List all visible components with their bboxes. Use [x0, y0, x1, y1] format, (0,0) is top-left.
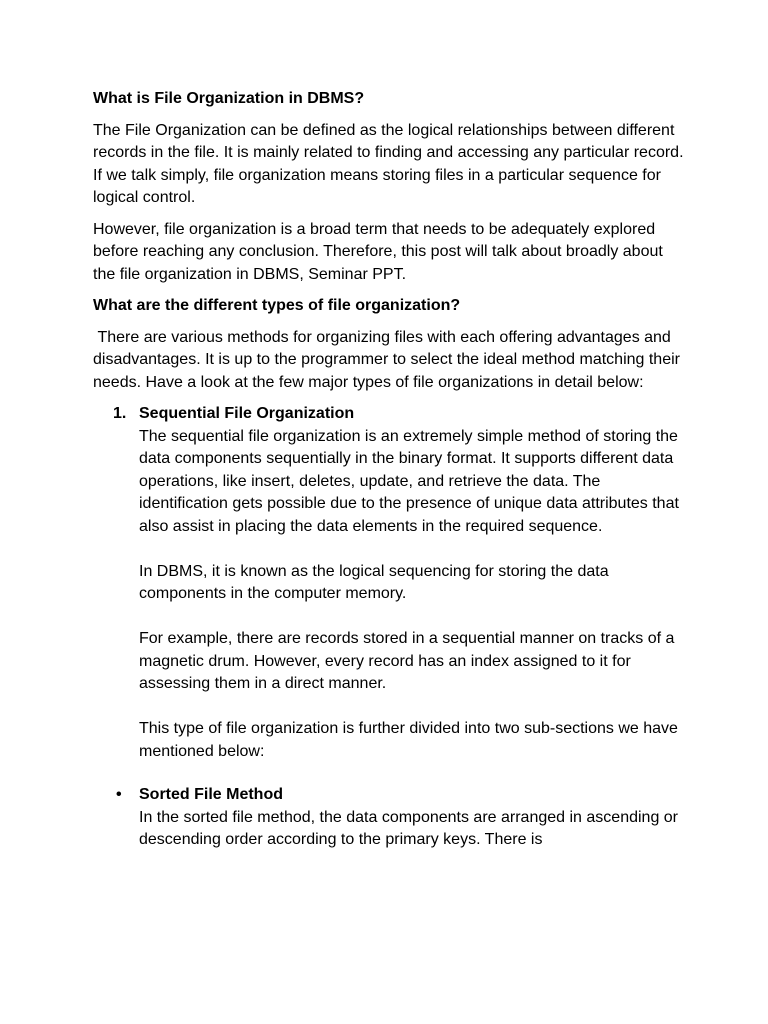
- bullet-icon: •: [116, 786, 122, 803]
- list-item-title: Sequential File Organization: [139, 405, 355, 422]
- list-item-title: Sorted File Method: [139, 786, 283, 803]
- paragraph-definition: The File Organization can be defined as the logical relationships between different records in the file. It is mainly related to finding and accessing any particular record. If we talk simply, file organization means storing files in a particular sequence for logical control.: [93, 121, 684, 206]
- sequential-paragraph-1: The sequential file organization is an extremely simple method of storing the data components sequentially in the binary format. It supports different data operations, like insert, deletes, update, and retrieve the data. The identification gets possible due to the presence of unique data attributes that also assist in placing the data elements in the required sequence.: [139, 427, 679, 535]
- sequential-paragraph-4: This type of file organization is further divided into two sub-sections we have mentioned below:: [139, 720, 678, 760]
- bullet-list: [93, 784, 688, 852]
- paragraph-methods: There are various methods for organizing files with each offering advantages and disadvantages. It is up to the programmer to select the ideal method matching their needs. Have a look at the few major types of file organizations in detail below:: [93, 328, 685, 391]
- sequential-paragraph-2: In DBMS, it is known as the logical sequencing for storing the data components in the computer memory.: [139, 562, 609, 602]
- spacer: [93, 772, 688, 784]
- list-item-sorted-file: [93, 784, 688, 852]
- paragraph-broad-term: However, file organization is a broad term that needs to be adequately explored before reaching any conclusion. Therefore, this post will talk about broadly about the file organization in DBMS, Seminar PPT.: [93, 220, 663, 283]
- sorted-file-paragraph: In the sorted file method, the data components are arranged in ascending or descending order according to the primary keys. There is: [139, 808, 679, 848]
- heading-file-organization: What is File Organization in DBMS?: [93, 90, 365, 107]
- heading-types: What are the different types of file organization?: [93, 297, 461, 314]
- numbered-list: [93, 403, 688, 763]
- list-number: 1.: [113, 405, 127, 422]
- sequential-paragraph-3: For example, there are records stored in a sequential manner on tracks of a magnetic drum. However, every record has an index assigned to it for assessing them in a direct manner.: [139, 630, 675, 692]
- list-item-sequential: [93, 403, 688, 763]
